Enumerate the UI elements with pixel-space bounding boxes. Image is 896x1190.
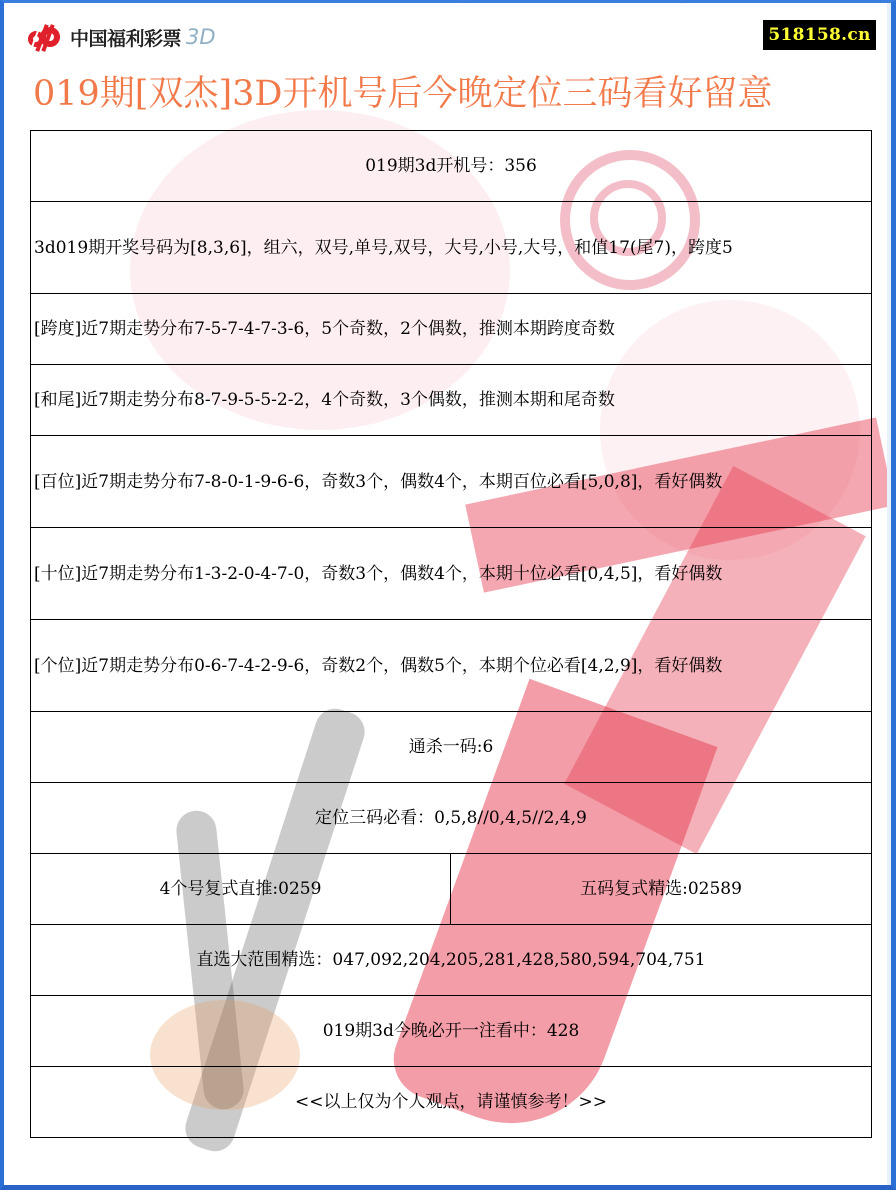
table-row bbox=[31, 436, 872, 528]
five-code-combo-cell: 五码复式精选:02589 bbox=[451, 854, 872, 925]
single-pick-cell: 019期3d今晚必开一注看中：428 bbox=[31, 996, 872, 1067]
table-row bbox=[31, 620, 872, 712]
table-row bbox=[31, 294, 872, 365]
table-row bbox=[31, 528, 872, 620]
table-row bbox=[31, 131, 872, 202]
prediction-table bbox=[30, 130, 872, 1138]
window-inner-edge bbox=[887, 3, 891, 1185]
table-row bbox=[31, 712, 872, 783]
table-row bbox=[31, 365, 872, 436]
logo-text: 中国福利彩票 bbox=[70, 27, 182, 50]
page-title: 019期[双杰]3D开机号后今晚定位三码看好留意 bbox=[33, 74, 773, 114]
draw-result-cell: 3d019期开奖号码为[8,3,6]，组六，双号,单号,双号，大号,小号,大号，和值17(尾7)，跨度5 bbox=[31, 202, 872, 294]
draw-number-cell: 019期3d开机号：356 bbox=[31, 131, 872, 202]
kill-one-cell: 通杀一码:6 bbox=[31, 712, 872, 783]
table-row bbox=[31, 202, 872, 294]
sum-tail-trend-cell: [和尾]近7期走势分布8-7-9-5-5-2-2，4个奇数，3个偶数，推测本期和尾奇数 bbox=[31, 365, 872, 436]
hundreds-trend-cell: [百位]近7期走势分布7-8-0-1-9-6-6，奇数3个，偶数4个，本期百位必看[5,0,8]，看好偶数 bbox=[31, 436, 872, 528]
four-number-combo-cell: 4个号复式直推:0259 bbox=[31, 854, 451, 925]
table-row bbox=[31, 854, 872, 925]
span-trend-cell: [跨度]近7期走势分布7-5-7-4-7-3-6，5个奇数，2个偶数，推测本期跨度奇数 bbox=[31, 294, 872, 365]
table-row bbox=[31, 925, 872, 996]
tens-trend-cell: [十位]近7期走势分布1-3-2-0-4-7-0，奇数3个，偶数4个，本期十位必看[0,4,5]，看好偶数 bbox=[31, 528, 872, 620]
direct-selection-cell: 直选大范围精选：047,092,204,205,281,428,580,594,704,751 bbox=[31, 925, 872, 996]
lottery-logo[interactable] bbox=[22, 20, 216, 54]
position-three-codes-cell: 定位三码必看：0,5,8//0,4,5//2,4,9 bbox=[31, 783, 872, 854]
table-row bbox=[31, 783, 872, 854]
logo-3d-suffix: 3D bbox=[186, 25, 216, 49]
welfare-lottery-logo-icon bbox=[22, 20, 66, 54]
table-row bbox=[31, 996, 872, 1067]
disclaimer-cell: <<以上仅为个人观点，请谨慎参考！>> bbox=[31, 1067, 872, 1138]
page-header bbox=[0, 0, 896, 60]
table-row bbox=[31, 1067, 872, 1138]
units-trend-cell: [个位]近7期走势分布0-6-7-4-2-9-6，奇数2个，偶数5个，本期个位必看[4,2,9]，看好偶数 bbox=[31, 620, 872, 712]
site-badge[interactable]: 518158.cn bbox=[763, 20, 876, 50]
